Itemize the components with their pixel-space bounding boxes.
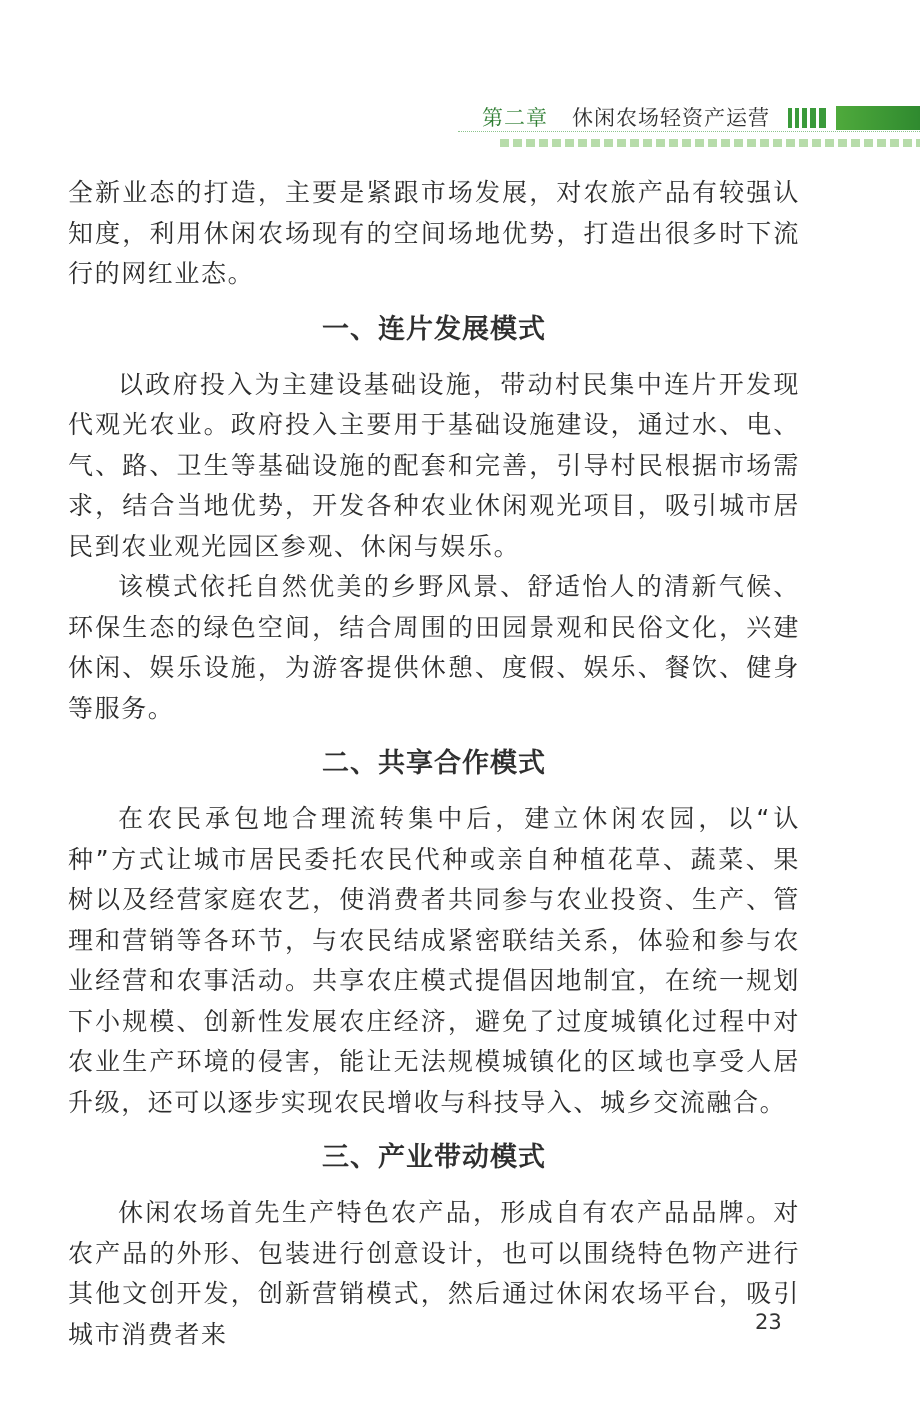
page-body — [68, 173, 800, 1355]
header-decorative-bars — [788, 108, 826, 128]
chapter-label: 第二章 — [482, 106, 548, 130]
section-2-paragraph-1: 在农民承包地合理流转集中后，建立休闲农园，以“认种”方式让城市居民委托农民代种或亲自种植花草、蔬菜、果树以及经营家庭农艺，使消费者共同参与农业投资、生产、管理和营销等各环节，与农民结成紧密联结关系，体验和参与农业经营和农事活动。共享农庄模式提倡因地制宜，在统一规划下小规模、创新性发展农庄经济，避免了过度城镇化过程中对农业生产环境的侵害，能让无法规模城镇化的区域也享受人居升级，还可以逐步实现农民增收与科技导入、城乡交流融合。 — [68, 804, 800, 1117]
header-stripe — [500, 139, 920, 147]
section-heading-2: 二、共享合作模式 — [322, 748, 546, 779]
header-text — [482, 102, 770, 132]
chapter-title: 休闲农场轻资产运营 — [572, 106, 770, 130]
section-3-paragraph-1: 休闲农场首先生产特色农产品，形成自有农产品品牌。对农产品的外形、包装进行创意设计，也可以围绕特色物产进行其他文创开发，创新营销模式，然后通过休闲农场平台，吸引城市消费者来 — [68, 1198, 800, 1349]
header-dotted-rule — [458, 131, 920, 133]
section-heading-1: 一、连片发展模式 — [322, 313, 546, 345]
section-heading-3: 三、产业带动模式 — [322, 1142, 546, 1173]
section-1-paragraph-2: 该模式依托自然优美的乡野风景、舒适怡人的清新气候、环保生态的绿色空间，结合周围的田园景观和民俗文化，兴建休闲、娱乐设施，为游客提供休憩、度假、娱乐、餐饮、健身等服务。 — [68, 572, 800, 723]
section-1-paragraph-1: 以政府投入为主建设基础设施，带动村民集中连片开发现代观光农业。政府投入主要用于基础设施建设，通过水、电、气、路、卫生等基础设施的配套和完善，引导村民根据市场需求，结合当地优势，开发各种农业休闲观光项目，吸引城市居民到农业观光园区参观、休闲与娱乐。 — [68, 369, 800, 561]
intro-paragraph: 全新业态的打造，主要是紧跟市场发展，对农旅产品有较强认知度，利用休闲农场现有的空间场地优势，打造出很多时下流行的网红业态。 — [68, 178, 800, 288]
running-header — [458, 100, 920, 132]
page-number: 23 — [755, 1310, 782, 1334]
header-green-block — [836, 106, 920, 130]
